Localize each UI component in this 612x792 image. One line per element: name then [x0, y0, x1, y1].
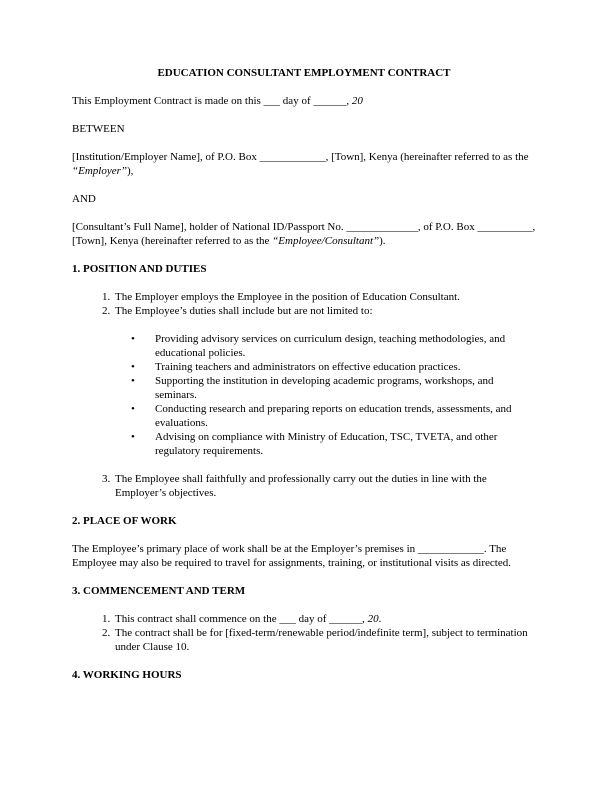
intro-text: This Employment Contract is made on this ___ day of ______,	[72, 95, 352, 107]
duty-item: • Training teachers and administrators on effective education practices.	[155, 360, 536, 374]
section-3-item-2: 2. The contract shall be for [fixed-term/renewable period/indefinite term], subject to termination under Clause 10.	[113, 626, 536, 654]
section-3-item-1	[113, 612, 536, 626]
section-1-item-2-text: The Employee’s duties shall include but are not limited to:	[115, 305, 373, 317]
duties-list	[115, 332, 536, 458]
employer-clause-end: ),	[127, 165, 134, 177]
section-1-item-2	[113, 304, 536, 458]
employer-clause	[72, 150, 536, 178]
section-2-body: The Employee’s primary place of work shall be at the Employer’s premises in ____________. The Employee may also be required to travel for assignments, training, or institutional visits as directed.	[72, 543, 511, 569]
employer-defined-term: “Employer”	[72, 165, 127, 177]
consultant-clause-text: [Consultant’s Full Name], holder of National ID/Passport No. _____________, of P.O. Box __________, [Town], Kenya (hereinafter referred to as the	[72, 221, 536, 247]
section-3-item-1-end: .	[378, 613, 382, 625]
section-1-list	[72, 290, 536, 500]
duty-item: • Supporting the institution in developing academic programs, workshops, and seminars.	[155, 374, 536, 402]
between-label: BETWEEN	[72, 123, 125, 135]
consultant-defined-term: “Employee/Consultant”	[272, 235, 380, 247]
consultant-clause-end: ).	[379, 235, 386, 247]
intro-line	[72, 94, 536, 108]
section-3-year-placeholder: 20	[367, 613, 379, 625]
and-label: AND	[72, 193, 96, 205]
section-2-heading: 2. PLACE OF WORK	[72, 515, 177, 527]
intro-year-placeholder: 20	[351, 95, 363, 107]
section-3-heading: 3. COMMENCEMENT AND TERM	[72, 585, 246, 597]
section-1-item-3: 3. The Employee shall faithfully and professionally carry out the duties in line with the Employer’s objectives.	[113, 472, 536, 500]
employer-clause-text: [Institution/Employer Name], of P.O. Box ____________, [Town], Kenya (hereinafter referred to as the	[72, 151, 529, 163]
duty-item: • Advising on compliance with Ministry of Education, TSC, TVETA, and other regulatory requirements.	[155, 430, 536, 458]
section-3-item-1-text: This contract shall commence on the ___ day of ______,	[115, 613, 368, 625]
section-3-list	[72, 612, 536, 654]
document-title: EDUCATION CONSULTANT EMPLOYMENT CONTRACT	[157, 67, 451, 79]
section-4-heading: 4. WORKING HOURS	[72, 669, 182, 681]
duty-item: • Providing advisory services on curriculum design, teaching methodologies, and educational policies.	[155, 332, 536, 360]
section-1-item-1: 1. The Employer employs the Employee in the position of Education Consultant.	[113, 290, 536, 304]
consultant-clause	[72, 220, 536, 248]
duty-item: • Conducting research and preparing reports on education trends, assessments, and evaluations.	[155, 402, 536, 430]
section-1-heading: 1. POSITION AND DUTIES	[72, 263, 207, 275]
